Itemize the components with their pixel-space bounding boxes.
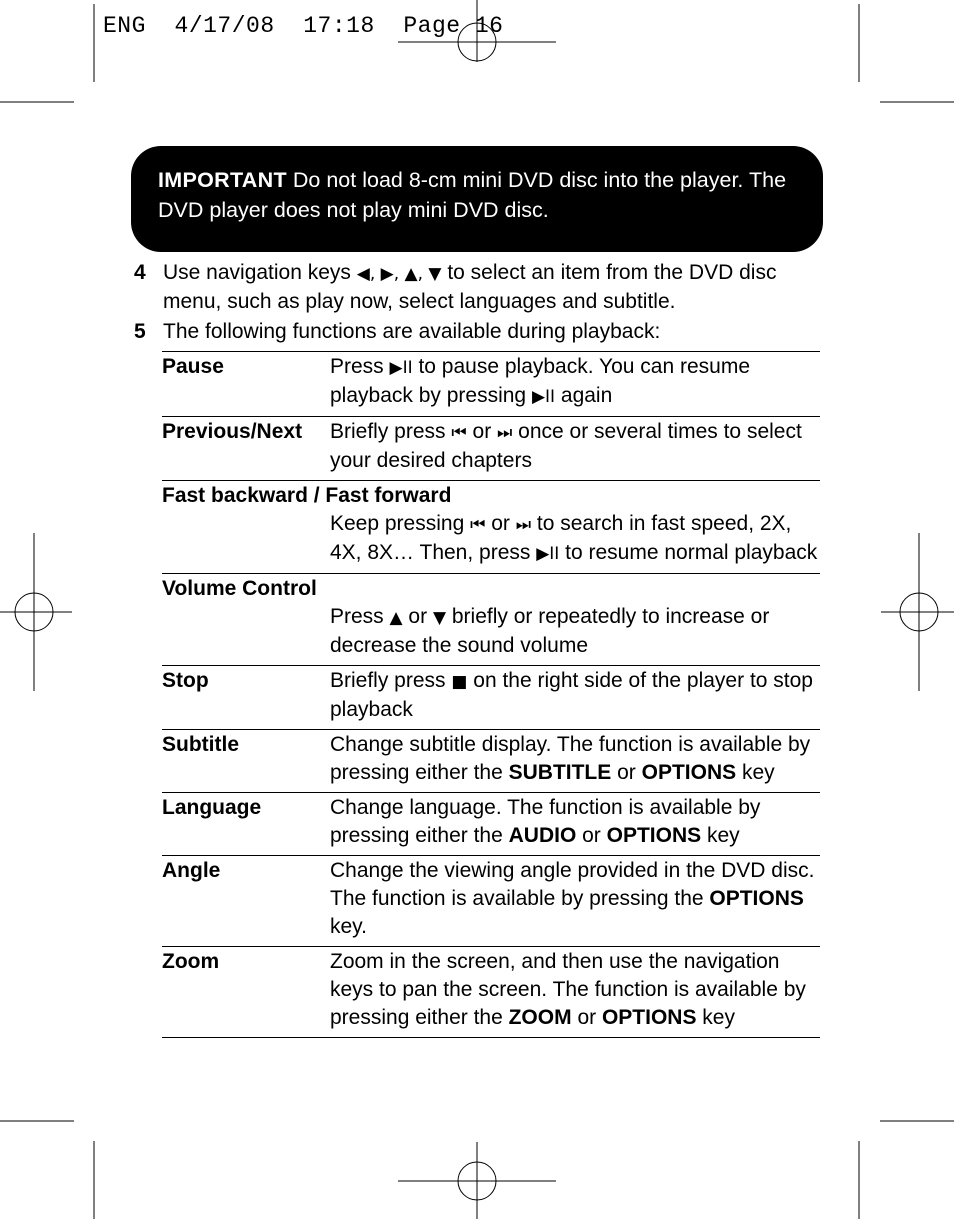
- function-description: Change language. The function is available by pressing either the AUDIO or OPTIONS key: [330, 793, 820, 856]
- function-name: Volume Control: [162, 577, 317, 600]
- function-description: Press ▲ or ▼ briefly or repeatedly to increase or decrease the sound volume: [330, 605, 770, 657]
- function-name: Pause: [162, 352, 330, 417]
- function-name: Subtitle: [162, 730, 330, 793]
- registration-mark-left: [0, 533, 72, 691]
- play-pause-icon: ▶II: [536, 544, 560, 564]
- next-icon: ⏭: [497, 423, 513, 443]
- table-row: [162, 730, 820, 793]
- steps-list: [134, 259, 824, 348]
- table-row: [162, 666, 820, 730]
- function-description: Keep pressing ⏮ or ⏭ to search in fast speed, 2X, 4X, 8X… Then, press ▶II to resume normal playback: [330, 512, 818, 564]
- play-pause-icon: ▶II: [531, 387, 556, 407]
- function-cell: [162, 574, 820, 666]
- important-notice: [131, 146, 823, 252]
- function-name: Stop: [162, 666, 330, 730]
- registration-mark-top: [398, 0, 556, 62]
- function-name: Zoom: [162, 947, 330, 1038]
- important-label: IMPORTANT: [158, 168, 287, 192]
- step-number: 5: [134, 320, 146, 343]
- up-arrow-icon: ▲: [389, 608, 403, 628]
- step-text: to select an item from the DVD disc menu, such as play now, select languages and subtitle.: [163, 261, 777, 313]
- key-name: ZOOM: [508, 1006, 572, 1029]
- important-text: Do not load 8-cm mini DVD disc into the player. The DVD player does not play mini DVD disc.: [158, 168, 787, 222]
- table-row: [162, 574, 820, 666]
- function-description: Briefly press ⏮ or ⏭ once or several times to select your desired chapters: [330, 417, 820, 481]
- table-row: [162, 793, 820, 856]
- function-name: Previous/Next: [162, 417, 330, 481]
- function-name: Fast backward / Fast forward: [162, 484, 452, 507]
- key-name: OPTIONS: [709, 887, 804, 910]
- table-row: [162, 417, 820, 481]
- key-name: AUDIO: [508, 824, 577, 847]
- table-row: [162, 947, 820, 1038]
- previous-icon: ⏮: [451, 423, 467, 443]
- table-row: [162, 481, 820, 574]
- functions-table: [162, 351, 820, 1038]
- function-description: Change subtitle display. The function is available by pressing either the SUBTITLE or OPTIONS key: [330, 730, 820, 793]
- navigation-arrows-icon: ◀, ▶, ▲, ▼: [356, 264, 442, 284]
- registration-mark-bottom: [398, 1142, 556, 1219]
- table-row: [162, 352, 820, 417]
- step-text: The following functions are available during playback:: [163, 320, 661, 343]
- next-icon: ⏭: [515, 515, 532, 535]
- function-name: Language: [162, 793, 330, 856]
- function-name: Angle: [162, 856, 330, 947]
- function-description: Briefly press ■ on the right side of the player to stop playback: [330, 666, 820, 730]
- function-description: Zoom in the screen, and then use the navigation keys to pan the screen. The function is available by pressing either the ZOOM or OPTIONS key: [330, 947, 820, 1038]
- step-text: Use navigation keys: [163, 261, 357, 284]
- function-description: Change the viewing angle provided in the DVD disc. The function is available by pressing the OPTIONS key.: [330, 856, 820, 947]
- down-arrow-icon: ▼: [432, 608, 447, 628]
- play-pause-icon: ▶II: [389, 358, 413, 378]
- key-name: OPTIONS: [606, 824, 702, 847]
- table-row: [162, 856, 820, 947]
- stop-icon: ■: [451, 672, 468, 692]
- previous-icon: ⏮: [470, 515, 486, 535]
- function-cell: [162, 481, 820, 574]
- key-name: OPTIONS: [601, 1006, 697, 1029]
- step-item: [134, 259, 824, 316]
- print-slug: ENG 4/17/08 17:18 Page 16: [103, 13, 504, 39]
- registration-mark-right: [881, 533, 954, 691]
- step-item: [134, 318, 824, 346]
- key-name: OPTIONS: [641, 761, 737, 784]
- function-description: Press ▶II to pause playback. You can resume playback by pressing ▶II again: [330, 352, 820, 417]
- key-name: SUBTITLE: [508, 761, 612, 784]
- step-number: 4: [134, 261, 146, 284]
